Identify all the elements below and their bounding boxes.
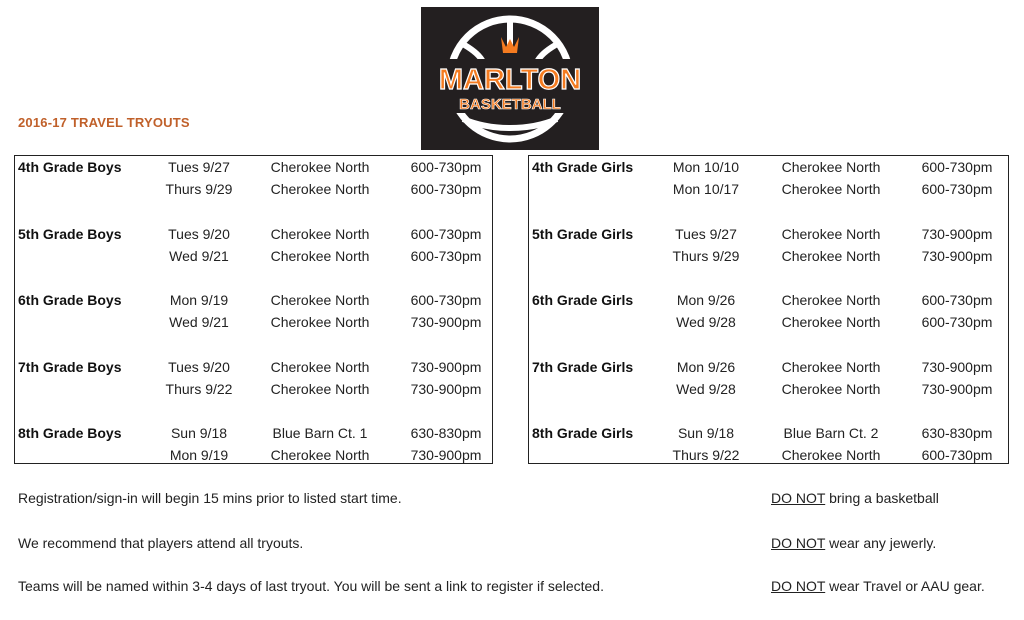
session-time: 600-730pm xyxy=(410,225,482,242)
recommend-note: We recommend that players attend all tryouts. xyxy=(18,535,304,551)
grade-label: 6th Grade Boys xyxy=(18,292,122,308)
session-time: 730-900pm xyxy=(921,247,993,264)
session-date: Thurs 9/22 xyxy=(672,447,740,463)
session-date: Thurs 9/29 xyxy=(672,247,740,264)
session-location: Cherokee North xyxy=(781,225,881,242)
session-location: Cherokee North xyxy=(270,314,370,330)
session-time: 730-900pm xyxy=(921,380,993,397)
rule-no-travel-gear xyxy=(771,578,985,594)
grade-label: 7th Grade Boys xyxy=(18,358,122,375)
do-not-label: DO NOT xyxy=(771,578,826,594)
session-location: Cherokee North xyxy=(781,380,881,397)
grade-label: 6th Grade Girls xyxy=(532,292,634,308)
session-date: Thurs 9/29 xyxy=(165,181,233,197)
session-time: 600-730pm xyxy=(410,292,482,308)
session-location: Cherokee North xyxy=(270,447,370,463)
session-location: Cherokee North xyxy=(270,247,370,264)
session-date: Sun 9/18 xyxy=(677,425,735,441)
session-time: 600-730pm xyxy=(921,292,993,308)
rule-text: wear Travel or AAU gear. xyxy=(825,578,985,594)
session-location: Cherokee North xyxy=(270,358,370,375)
session-time: 730-900pm xyxy=(921,358,993,375)
session-date: Tues 9/20 xyxy=(168,358,230,375)
session-time: 630-830pm xyxy=(410,425,482,441)
logo-text-marlton: MARLTON xyxy=(438,64,582,96)
session-time: 730-900pm xyxy=(410,380,482,397)
session-date: Thurs 9/22 xyxy=(165,380,233,397)
session-date: Tues 9/20 xyxy=(168,225,230,242)
session-location: Blue Barn Ct. 1 xyxy=(272,425,368,441)
session-date: Tues 9/27 xyxy=(168,159,230,175)
session-time: 730-900pm xyxy=(921,225,993,242)
grade-label: 7th Grade Girls xyxy=(532,358,634,375)
session-date: Mon 9/26 xyxy=(676,292,736,308)
registration-note: Registration/sign-in will begin 15 mins prior to listed start time. xyxy=(18,490,402,506)
session-date: Sun 9/18 xyxy=(170,425,228,441)
session-date: Mon 9/19 xyxy=(169,292,229,308)
session-time: 630-830pm xyxy=(921,425,993,441)
grade-label: 8th Grade Girls xyxy=(532,425,634,441)
session-location: Cherokee North xyxy=(781,159,881,175)
session-date: Mon 9/26 xyxy=(676,358,736,375)
grade-label: 4th Grade Boys xyxy=(18,159,122,175)
rule-text: wear any jewerly. xyxy=(825,535,937,551)
rule-no-basketball xyxy=(771,490,939,506)
page-title: 2016-17 TRAVEL TRYOUTS xyxy=(18,115,190,130)
session-time: 600-730pm xyxy=(921,181,993,197)
session-date: Mon 10/10 xyxy=(672,159,740,175)
girls-tryout-schedule xyxy=(528,155,1009,464)
do-not-label: DO NOT xyxy=(771,490,826,506)
session-date: Wed 9/21 xyxy=(169,314,229,330)
teams-note: Teams will be named within 3-4 days of last tryout. You will be sent a link to register if selected. xyxy=(18,578,604,594)
session-time: 730-900pm xyxy=(410,358,482,375)
session-time: 730-900pm xyxy=(410,314,482,330)
session-location: Cherokee North xyxy=(781,247,881,264)
session-location: Cherokee North xyxy=(270,225,370,242)
session-time: 600-730pm xyxy=(921,314,993,330)
session-date: Wed 9/28 xyxy=(676,314,736,330)
session-location: Cherokee North xyxy=(270,380,370,397)
session-location: Cherokee North xyxy=(781,314,881,330)
session-location: Cherokee North xyxy=(270,159,370,175)
session-location: Cherokee North xyxy=(270,292,370,308)
do-not-label: DO NOT xyxy=(771,535,826,551)
flame-icon xyxy=(501,37,519,53)
session-date: Wed 9/21 xyxy=(169,247,229,264)
logo-text-basketball: BASKETBALL xyxy=(459,96,561,113)
grade-label: 8th Grade Boys xyxy=(18,425,122,441)
session-time: 600-730pm xyxy=(410,181,482,197)
boys-tryout-schedule xyxy=(14,155,493,464)
session-date: Tues 9/27 xyxy=(675,225,737,242)
session-location: Blue Barn Ct. 2 xyxy=(783,425,879,441)
session-location: Cherokee North xyxy=(781,358,881,375)
basketball-icon xyxy=(421,7,599,150)
session-location: Cherokee North xyxy=(781,181,881,197)
rule-no-jewelry xyxy=(771,535,936,551)
grade-label: 4th Grade Girls xyxy=(532,159,634,175)
rule-text: bring a basketball xyxy=(825,490,939,506)
session-date: Mon 10/17 xyxy=(672,181,740,197)
session-time: 600-730pm xyxy=(410,159,482,175)
session-time: 600-730pm xyxy=(921,447,993,463)
session-time: 600-730pm xyxy=(921,159,993,175)
session-location: Cherokee North xyxy=(781,292,881,308)
session-date: Wed 9/28 xyxy=(676,380,736,397)
marlton-basketball-logo xyxy=(421,7,599,150)
session-time: 600-730pm xyxy=(410,247,482,264)
grade-label: 5th Grade Girls xyxy=(532,225,634,242)
session-location: Cherokee North xyxy=(781,447,881,463)
session-location: Cherokee North xyxy=(270,181,370,197)
session-date: Mon 9/19 xyxy=(169,447,229,463)
session-time: 730-900pm xyxy=(410,447,482,463)
grade-label: 5th Grade Boys xyxy=(18,225,122,242)
